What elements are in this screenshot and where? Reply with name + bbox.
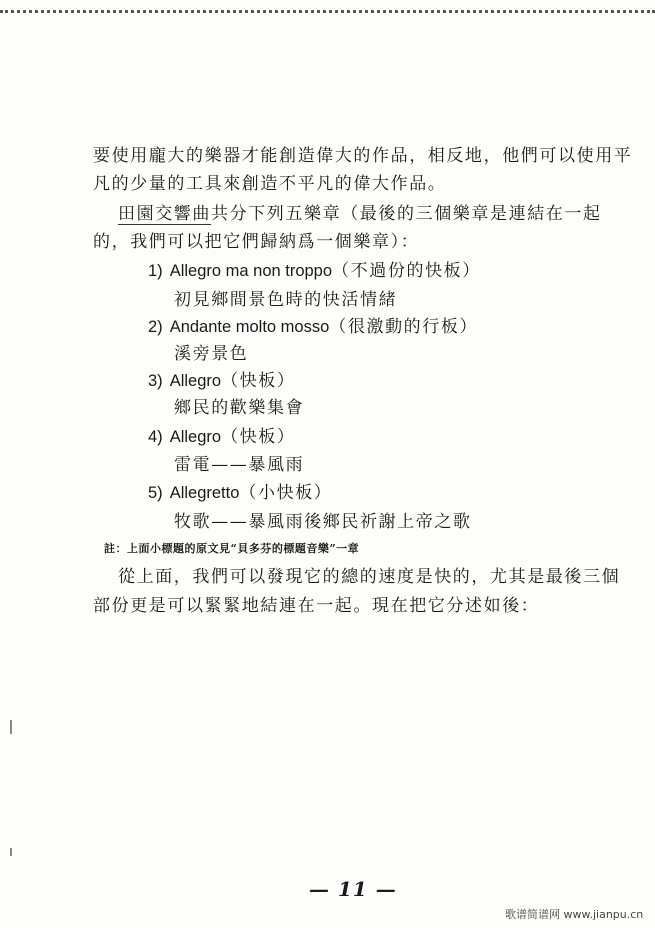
movement-tempo: Allegro [169,428,222,446]
movement-5-desc: 牧歌——暴風雨後鄉民祈謝上帝之歌 [174,512,472,532]
movement-2-heading [148,315,478,339]
page-number: — 11 — [309,877,397,901]
movement-tempo-cn: （快板） [221,427,296,447]
movement-number: 3) [148,372,163,390]
movement-tempo: Allegro [169,372,222,390]
closing-line-1: 從上面，我們可以發現它的總的速度是快的，尤其是最後三個 [118,567,621,587]
movement-4-heading [148,425,295,449]
movement-tempo: Andante molto mosso [169,318,330,336]
movement-tempo-cn: （很激動的行板） [329,317,479,337]
scan-speck [10,848,12,856]
movement-3-desc: 鄉民的歡樂集會 [174,398,305,418]
movement-tempo: Allegretto [169,484,240,502]
paragraph-1-line-2: 凡的少量的工具來創造不平凡的偉大作品。 [93,174,447,194]
top-border [0,0,655,13]
scan-speck [10,720,12,734]
movement-tempo-cn: （快板） [221,371,296,391]
movement-1-desc: 初見鄉間景色時的快活情緒 [174,290,398,310]
paragraph-2-line-2: 的，我們可以把它們歸納爲一個樂章）： [93,232,420,252]
footnote: 註：上面小標題的原文見“貝多芬的標題音樂”一章 [104,542,360,555]
movement-number: 4) [148,428,163,446]
symphony-title: 田園交響曲 [118,204,211,224]
site-watermark: 歌谱简谱网 www.jianpu.cn [505,908,644,921]
closing-line-2: 部份更是可以緊緊地結連在一起。現在把它分述如後： [93,596,540,616]
movement-number: 2) [148,318,163,336]
movement-tempo-cn: （不過份的快板） [332,261,481,281]
movement-5-heading [148,481,332,505]
paragraph-1-line-1: 要使用龐大的樂器才能創造偉大的作品，相反地，他們可以使用平 [93,146,633,166]
movement-2-desc: 溪旁景色 [174,344,249,364]
paragraph-2-line-1 [118,202,602,226]
movement-number: 5) [148,484,163,502]
movement-number: 1) [148,262,163,280]
paragraph-2-line-1-rest: 共分下列五樂章（最後的三個樂章是連結在一起 [211,204,602,224]
movement-4-desc: 雷電——暴風雨 [174,455,305,475]
movement-3-heading [148,369,295,393]
movement-1-heading [148,259,481,283]
movement-tempo: Allegro ma non troppo [169,262,333,280]
movement-tempo-cn: （小快板） [239,483,333,503]
